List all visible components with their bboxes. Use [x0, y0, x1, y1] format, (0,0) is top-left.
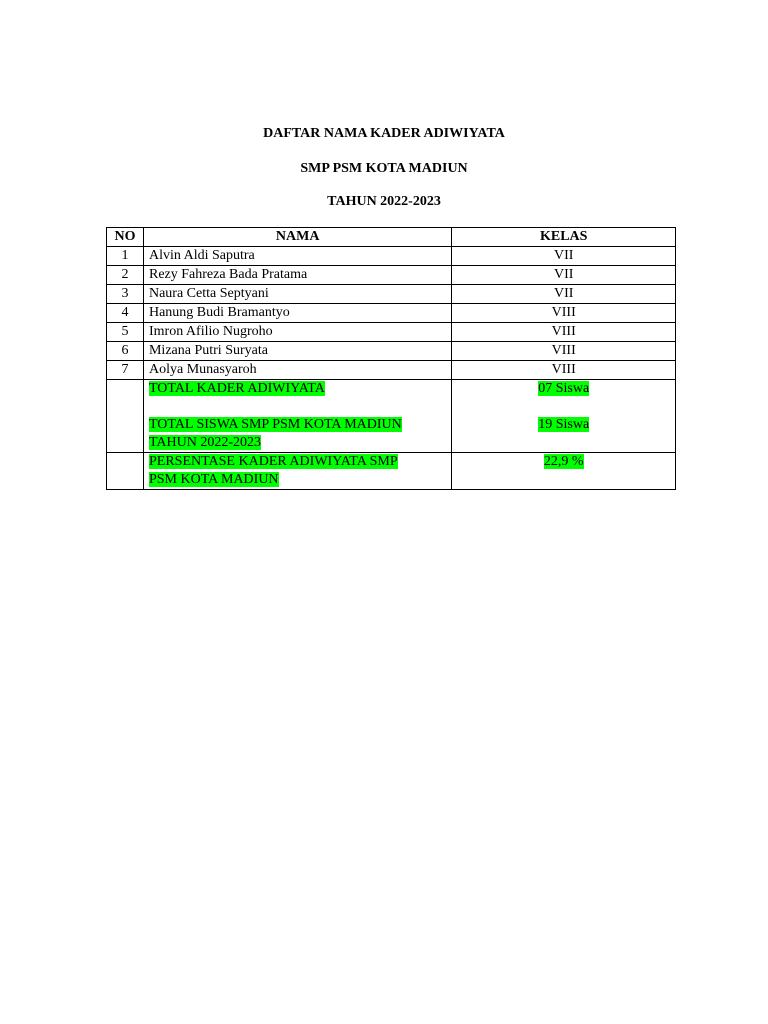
total-siswa-label-line2: TAHUN 2022-2023: [148, 435, 262, 450]
header-no: NO: [107, 228, 144, 247]
row-no: 5: [107, 323, 144, 342]
row-no: 4: [107, 304, 144, 323]
summary-no-empty: [107, 380, 144, 453]
row-kelas: VIII: [452, 304, 676, 323]
row-nama: Alvin Aldi Saputra: [143, 247, 451, 266]
row-no: 7: [107, 361, 144, 380]
table-row: [107, 342, 676, 361]
row-nama: Rezy Fahreza Bada Pratama: [143, 266, 451, 285]
row-kelas: VIII: [452, 361, 676, 380]
row-nama: Mizana Putri Suryata: [143, 342, 451, 361]
school-name: SMP PSM KOTA MADIUN: [300, 161, 468, 176]
header-kelas: KELAS: [452, 228, 676, 247]
academic-year: TAHUN 2022-2023: [327, 194, 441, 209]
kader-table: [106, 227, 676, 490]
row-nama: Hanung Budi Bramantyo: [143, 304, 451, 323]
row-nama: Imron Afilio Nugroho: [143, 323, 451, 342]
summary-values: [452, 380, 676, 453]
table-row: [107, 266, 676, 285]
percentage-no-empty: [107, 453, 144, 490]
total-kader-value: 07 Siswa: [538, 381, 590, 396]
persentase-label-line2: PSM KOTA MADIUN: [148, 472, 279, 487]
persentase-value: 22,9 %: [543, 454, 584, 469]
row-nama: Aolya Munasyaroh: [143, 361, 451, 380]
row-no: 3: [107, 285, 144, 304]
table-row: [107, 247, 676, 266]
summary-spacer: [149, 398, 446, 416]
total-siswa-label-line1: TOTAL SISWA SMP PSM KOTA MADIUN: [148, 417, 402, 432]
table-row: [107, 285, 676, 304]
row-nama: Naura Cetta Septyani: [143, 285, 451, 304]
summary-labels: [143, 380, 451, 453]
summary-spacer: [457, 398, 670, 416]
summary-row-totals: [107, 380, 676, 453]
table-row: [107, 304, 676, 323]
row-kelas: VII: [452, 266, 676, 285]
document-title: DAFTAR NAMA KADER ADIWIYATA: [263, 126, 505, 141]
row-no: 2: [107, 266, 144, 285]
table-header-row: [107, 228, 676, 247]
table-row: [107, 361, 676, 380]
row-no: 6: [107, 342, 144, 361]
percentage-value-cell: [452, 453, 676, 490]
row-no: 1: [107, 247, 144, 266]
percentage-label: [143, 453, 451, 490]
header-nama: NAMA: [143, 228, 451, 247]
total-siswa-value: 19 Siswa: [538, 417, 590, 432]
persentase-label-line1: PERSENTASE KADER ADIWIYATA SMP: [148, 454, 398, 469]
table-row: [107, 323, 676, 342]
row-kelas: VIII: [452, 323, 676, 342]
row-kelas: VII: [452, 285, 676, 304]
total-kader-label: TOTAL KADER ADIWIYATA: [148, 381, 325, 396]
row-kelas: VIII: [452, 342, 676, 361]
row-kelas: VII: [452, 247, 676, 266]
summary-row-percentage: [107, 453, 676, 490]
